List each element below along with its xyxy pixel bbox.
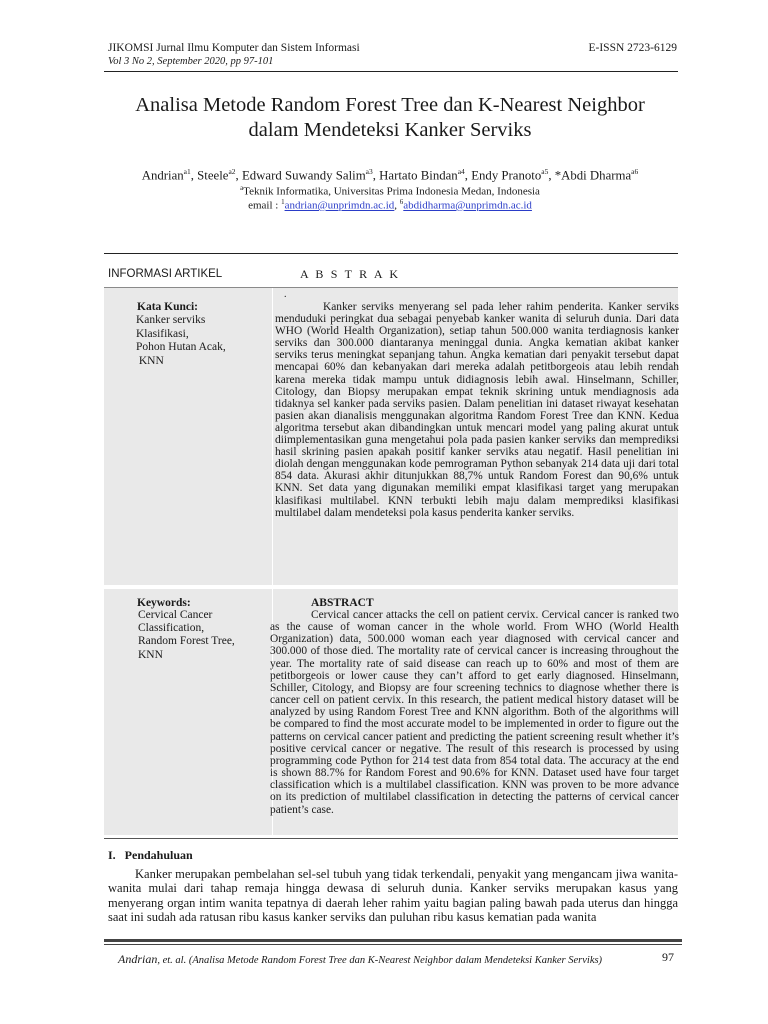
abstrak-heading: A B S T R A K [300, 267, 401, 281]
abstract-heading: ABSTRACT [311, 597, 374, 609]
author-sep: , [190, 168, 198, 183]
affiliation-sup: a [240, 184, 244, 192]
footer-author: Andrian [118, 952, 158, 966]
abstract-text [270, 609, 679, 816]
abstract-paragraph: Cervical cancer attacks the cell on patient cervix. Cervical cancer is ranked two as the cause of woman cancer in the whole world. From WHO (World Health Organization) data, 500.000 woman each year diagnosed with cervical cancer and 300.000 of those died. The mortality rate of cervical cancer is increasing throughout the year. The mortality rate of said disease can reach up to 60% and most of them are petitborgeois or lower cause they can’t afford to get early diagnosed. Hinselmann, Schiller, Citology, and Biopsy are four screening technics to diagnose whether there is cancer cell on patient cervix. In this research, the patient medical history dataset will be analyzed by using Random Forest Tree and KNN algorithm. Both of the algorithms will be compared to find the most accurate model to be implemented in order to figure out the patterns on cervical cancer patient and predicting the patient screening result whether it’s positive cervical cancer or negative. The result of this research is processed by using programming code Python for 214 test data from 854 total data. The accuracy at the end is shown 88.7% for Random Forest and 90.6% for KNN. Dataset used have four target classification which is a multilabel classification. KNN was proven to be more advance on its prediction of multilabel classification in detecting the patterns of cervical cancer patient’s case. [270, 609, 679, 816]
email-sup-1: 1 [281, 198, 285, 206]
author-sup: a3 [365, 167, 373, 176]
author-sep: , [372, 168, 380, 183]
author-sep: , [235, 168, 242, 183]
keyword-item: Kanker serviks [136, 314, 206, 326]
keyword-item: KNN [136, 355, 164, 368]
footer-citation [118, 952, 602, 967]
paper-title-line2: dalam Mendeteksi Kanker Serviks [248, 119, 532, 141]
keyword-item: KNN [138, 648, 163, 661]
author-sup: a5 [541, 167, 549, 176]
keyword-item: Klasifikasi, [136, 327, 189, 340]
footer-rule-thick [104, 939, 682, 942]
author-name: Andrian [141, 168, 184, 183]
info-box-bottom-rule [104, 838, 678, 839]
info-artikel-heading: INFORMASI ARTIKEL [108, 268, 223, 280]
paper-title-line1: Analisa Metode Random Forest Tree dan K-Nearest Neighbor [135, 94, 645, 116]
author-name: Hartato Bindan [379, 168, 458, 183]
email-sep: , [394, 199, 400, 212]
author-sup: a4 [457, 167, 465, 176]
affiliation [90, 184, 690, 198]
paper-title [100, 93, 680, 143]
keyword-item: Classification, [138, 622, 205, 635]
keyword-item: Cervical Cancer [138, 609, 213, 621]
author-name: Steele [197, 168, 229, 183]
author-name: Endy Pranoto [471, 168, 542, 183]
author-sup: a6 [631, 167, 639, 176]
email-label: email : [248, 199, 282, 212]
section-heading: I. Pendahuluan [108, 848, 193, 862]
footer-title: , et. al. (Analisa Metode Random Forest Tree dan K-Nearest Neighbor dalam Mendeteksi Kanker Serviks) [157, 955, 603, 966]
header-rule [104, 71, 678, 72]
author-sep: , [464, 168, 472, 183]
footer-rule-thin [104, 944, 682, 945]
email-link-6[interactable]: abdidharma@unprimdn.ac.id [403, 199, 532, 212]
abstrak-paragraph: Kanker serviks menyerang sel pada leher rahim penderita. Kanker serviks menduduki peringkat dua sebagai penyebab kanker wanita di seluruh dunia. Dari data WHO (World Health Organization), setiap tahun 500.000 wanita terdiagnosis kanker serviks dan 300.000 diantaranya meninggal dunia. Angka kematian akibat kanker serviks terus meningkat sepanjang tahun. Angka kematian dari penyakit tersebut dapat mencapai 60% dan kebanyakan dari mereka adalah petitborgeois atau lebih rendah karena mereka tidak mampu untuk didiagnosis lebih awal. Hinselmann, Schiller, Citology, dan Biopsy merupakan empat teknik skrining untuk mendiagnosis ada tidaknya sel kanker pada serviks pasien. Dalam penelitian ini dataset riwayat kesehatan pasien akan dianalisis menggunakan algoritma Random Forest Tree dan KNN. Kedua algoritma tersebut akan dibandingkan untuk mencari model yang paling akurat untuk diimplementasikan guna mengetahui pola pada pasien kanker serviks dan memprediksi hasil skrining pasien apakah positif kanker serviks atau negatif. Hasil penelitian ini diolah dengan menggunakan kode pemrograman Python sebanyak 214 data uji dari total 854 data. Akurasi akhir ditunjukkan 88,7% untuk Random Forest dan 90,6% untuk KNN. Set data yang digunakan memiliki empat klasifikasi target yang merupakan klasifikasi multilabel. KNN terbukti lebih maju dalam memprediksi klasifikasi multilabel dalam mendeteksi pola kasus penderita kanker serviks. [275, 301, 679, 519]
keywords-list [138, 609, 235, 662]
body-paragraph: Kanker merupakan pembelahan sel-sel tubuh yang tidak terkendali, penyakit yang mengancam jiwa wanita-wanita mulai dari tahap remaja hingga dewasa di seluruh dunia. Kanker serviks merupakan kasus yang menyerang organ intim wanita tepatnya di daerah leher rahim yaitu bagian paling bawah pada uterus dan hingga saat ini sudah ada ratusan ribu kasus kanker serviks dan puluhan ribu kasus kematian pada wanita [108, 867, 678, 925]
author-sup: a1 [183, 167, 191, 176]
abstrak-dot: . [284, 289, 287, 300]
keyword-item: Random Forest Tree, [138, 635, 235, 648]
email-link-1[interactable]: andrian@unprimdn.ac.id [284, 199, 395, 212]
abstrak-text [275, 301, 679, 519]
author-sup: a2 [228, 167, 236, 176]
info-box-top-rule [104, 253, 678, 254]
journal-volume: Vol 3 No 2, September 2020, pp 97-101 [108, 56, 274, 67]
affiliation-text: Teknik Informatika, Universitas Prima Indonesia Medan, Indonesia [243, 185, 540, 198]
keyword-item: Pohon Hutan Acak, [136, 341, 226, 354]
email-line [90, 198, 690, 212]
journal-name: JIKOMSI Jurnal Ilmu Komputer dan Sistem Informasi [108, 42, 360, 54]
page-number: 97 [662, 950, 674, 964]
kata-kunci-list [136, 314, 226, 369]
journal-issn: E-ISSN 2723-6129 [588, 42, 677, 54]
kata-kunci-label: Kata Kunci: [137, 301, 199, 313]
section-body [108, 867, 678, 925]
keywords-label: Keywords: [137, 597, 191, 609]
author-list [90, 167, 690, 183]
author-name: Edward Suwandy Salim [241, 168, 366, 183]
author-sep: , [548, 168, 555, 183]
email-sup-6: 6 [399, 198, 404, 206]
author-name: *Abdi Dharma [554, 168, 632, 183]
